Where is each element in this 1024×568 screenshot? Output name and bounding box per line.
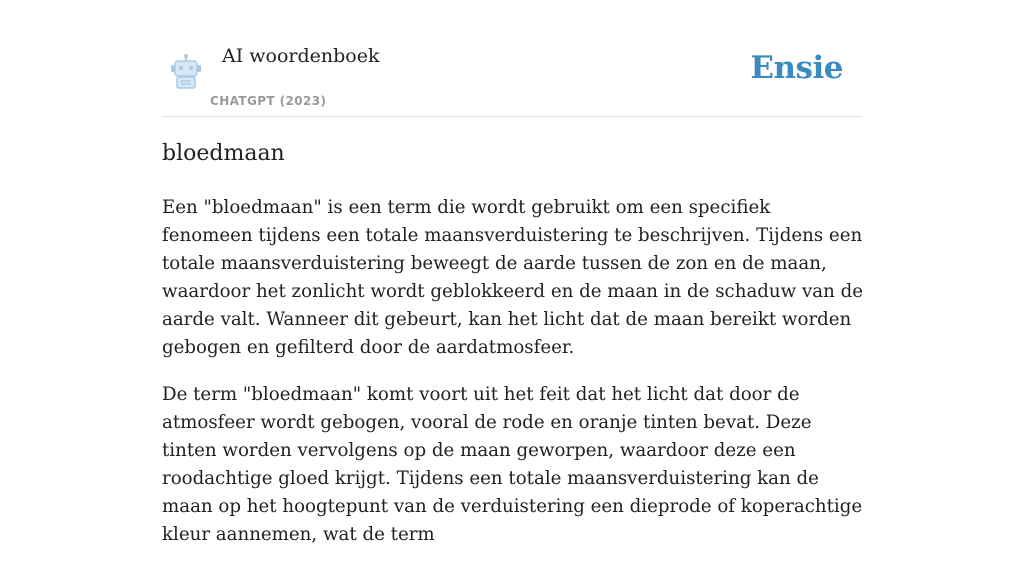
source-header <box>162 40 862 117</box>
source-subtitle: CHATGPT (2023) <box>210 94 327 108</box>
entry-paragraph: Een "bloedmaan" is een term die wordt gebruikt om een specifiek fenomeen tijdens een totale maansverduistering te beschrijven. Tijdens een totale maansverduistering beweegt de aarde tussen de zon en de maan, waardoor het zonlicht wordt geblokkeerd en de maan in de schaduw van de aarde valt. Wanneer dit gebeurt, kan het licht dat de maan bereikt worden gebogen en gefilterd door de aardatmosfeer. <box>162 197 864 358</box>
entry-term: bloedmaan <box>162 141 285 166</box>
entry-content <box>162 138 866 568</box>
entry-paragraph: De term "bloedmaan" komt voort uit het feit dat het licht dat door de atmosfeer wordt gebogen, vooral de rode en oranje tinten bevat. Deze tinten worden vervolgens op de maan geworpen, waardoor deze een roodachtige gloed krijgt. Tijdens een totale maansverduistering kan de maan op het hoogtepunt van de verduistering een dieprode of koperachtige kleur aannemen, wat de term <box>162 384 863 545</box>
brand-logo[interactable]: Ensie <box>750 50 843 86</box>
robot-icon <box>166 52 206 92</box>
source-title[interactable]: AI woordenboek <box>222 45 380 67</box>
